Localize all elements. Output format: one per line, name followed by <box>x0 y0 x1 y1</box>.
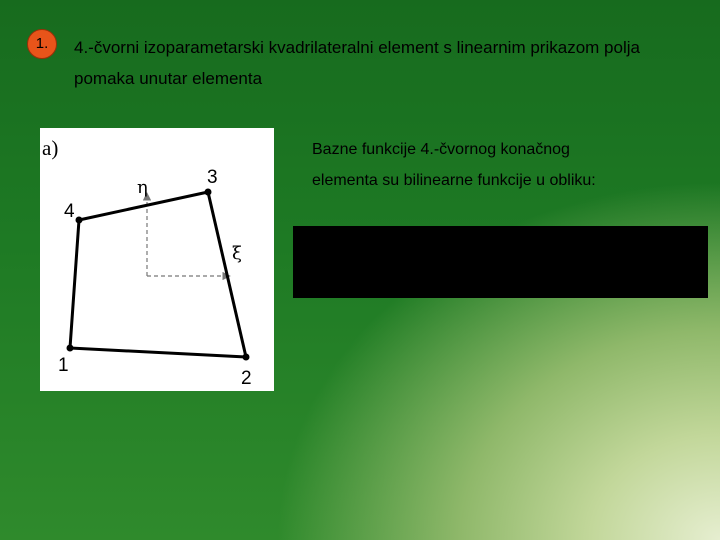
element-outline <box>70 192 246 357</box>
node-label-4: 4 <box>64 201 75 222</box>
formula-box <box>293 226 708 298</box>
xi-axis-label: ξ <box>232 243 242 264</box>
text-line-1: Bazne funkcije 4.-čvornog konačnog <box>312 141 570 158</box>
quad-element-diagram <box>40 128 274 391</box>
basis-function-text <box>312 134 712 196</box>
title-line-1: 4.-čvorni izoparametarski kvadrilateralni element s linearnim prikazom polja <box>74 38 640 57</box>
node-label-1: 1 <box>58 355 69 376</box>
node-4 <box>76 217 83 224</box>
node-1 <box>67 345 74 352</box>
title-line-2: pomaka unutar elementa <box>74 69 263 88</box>
element-figure <box>40 128 274 391</box>
node-3 <box>205 189 212 196</box>
slide-number-badge: 1. <box>27 29 57 59</box>
eta-axis-label: η <box>137 177 148 198</box>
text-line-2: elementa su bilinearne funkcije u obliku: <box>312 172 596 189</box>
node-label-3: 3 <box>207 167 218 188</box>
node-2 <box>243 354 250 361</box>
node-label-2: 2 <box>241 368 252 389</box>
panel-label: a) <box>42 136 59 160</box>
slide-title <box>74 32 704 94</box>
